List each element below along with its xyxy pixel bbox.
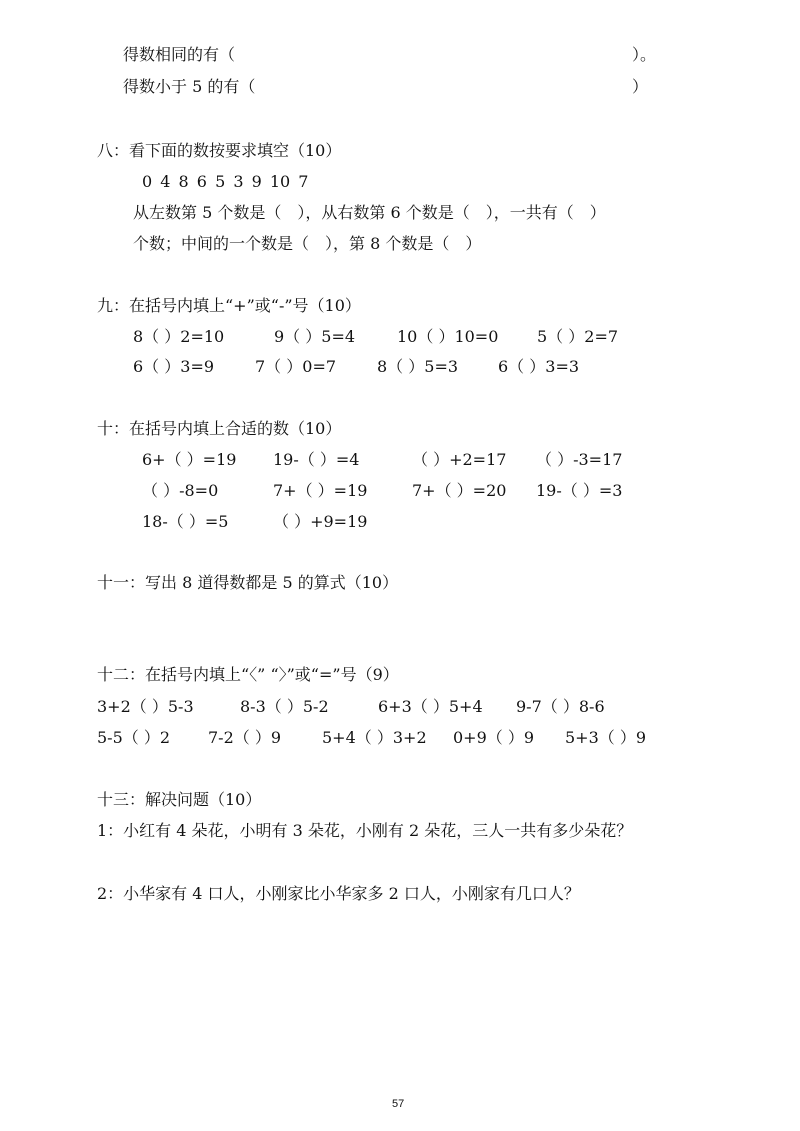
problem-1: 1：小红有 4 朵花，小明有 3 朵花，小刚有 2 朵花，三人一共有多少朵花？ [97, 821, 633, 840]
s10-row2-item4: 19-（ ）=3 [536, 481, 623, 500]
section-13-title: 十三：解决问题（10） [97, 790, 262, 809]
s9-row1-item4: 5（ ）2=7 [537, 327, 619, 346]
section-11-title: 十一：写出 8 道得数都是 5 的算式（10） [97, 573, 399, 592]
s10-row2-item2: 7+（ ）=19 [273, 481, 368, 500]
s12-row1-item4: 9-7（ ）8-6 [516, 697, 605, 716]
s10-row1-item2: 19-（ ）=4 [273, 450, 360, 469]
s10-row1-item1: 6+（ ）=19 [142, 450, 237, 469]
same-result-label: 得数相同的有（ [123, 45, 236, 64]
page-number: 57 [392, 1098, 405, 1110]
s12-row1-item3: 6+3（ ）5+4 [378, 697, 483, 716]
s9-row2-item1: 6（ ）3=9 [133, 357, 215, 376]
s10-row2-item3: 7+（ ）=20 [412, 481, 507, 500]
problem-2: 2：小华家有 4 口人，小刚家比小华家多 2 口人，小刚家有几口人？ [97, 884, 580, 903]
s12-row2-item4: 0+9（ ）9 [453, 728, 535, 747]
s9-row2-item4: 6（ ）3=3 [498, 357, 580, 376]
s10-row3-item2: （ ）+9=19 [273, 512, 368, 531]
s12-row2-item5: 5+3（ ）9 [565, 728, 647, 747]
s10-row1-item4: （ ）-3=17 [536, 450, 623, 469]
number-sequence: 0 4 8 6 5 3 9 10 7 [142, 172, 309, 191]
s12-row1-item2: 8-3（ ）5-2 [240, 697, 329, 716]
section-10-title: 十：在括号内填上合适的数（10） [97, 419, 342, 438]
s10-row3-item1: 18-（ ）=5 [142, 512, 229, 531]
s10-row2-item1: （ ）-8=0 [142, 481, 219, 500]
section-9-title: 九：在括号内填上“+”或“-”号（10） [97, 296, 361, 315]
s12-row1-item1: 3+2（ ）5-3 [97, 697, 194, 716]
section-8-line-2: 个数；中间的一个数是（ ），第 8 个数是（ ） [133, 234, 482, 253]
s9-row2-item2: 7（ ）0=7 [255, 357, 337, 376]
s9-row1-item1: 8（ ）2=10 [133, 327, 225, 346]
section-8-line-1: 从左数第 5 个数是（ ），从右数第 6 个数是（ ），一共有（ ） [133, 203, 606, 222]
less-than-close: ） [632, 77, 649, 96]
same-result-close: ）。 [632, 45, 657, 64]
section-8-title: 八：看下面的数按要求填空（10） [97, 141, 342, 160]
s10-row1-item3: （ ）+2=17 [412, 450, 507, 469]
s12-row2-item1: 5-5（ ）2 [97, 728, 171, 747]
s9-row1-item2: 9（ ）5=4 [274, 327, 356, 346]
section-12-title: 十二：在括号内填上“〈” “〉”或“=”号（9） [97, 665, 399, 684]
s9-row1-item3: 10（ ）10=0 [397, 327, 499, 346]
s9-row2-item3: 8（ ）5=3 [377, 357, 459, 376]
less-than-label: 得数小于 5 的有（ [123, 77, 256, 96]
s12-row2-item2: 7-2（ ）9 [208, 728, 282, 747]
s12-row2-item3: 5+4（ ）3+2 [322, 728, 427, 747]
